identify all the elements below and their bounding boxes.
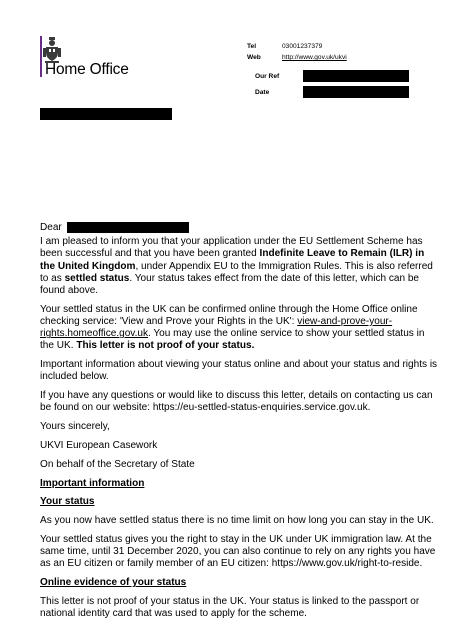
closing: Yours sincerely, — [40, 421, 110, 433]
paragraph-no-time-limit: As you now have settled status there is no time limit on how long you can stay in the UK. — [40, 515, 434, 527]
recipient-name-redaction — [67, 222, 189, 233]
paragraph-rights: Your settled status gives you the right to stay in the UK under UK immigration law. At the same time, until 31 December 2020, you can also continue to rely on any rights you have as an EU citizen or family member of an EU citizen: https://www.gov.uk/right-to-reside. — [40, 533, 436, 570]
p2-text-b: . You may use the online service to show your settled status in the UK. — [40, 328, 425, 352]
home-office-logo — [40, 36, 190, 86]
heading-online-evidence: Online evidence of your status — [40, 577, 187, 589]
web-label: Web — [247, 54, 261, 61]
p1-settled-bold: settled status — [64, 272, 130, 284]
tel-row — [247, 43, 387, 51]
heading-your-status: Your status — [40, 496, 95, 508]
paragraph-important-info: Important information about viewing your status online and about your status and rights is included below. — [40, 359, 438, 383]
ref-row — [255, 73, 295, 81]
paragraph-not-proof: This letter is not proof of your status in the UK. Your status is linked to the passport or national identity card that was used to apply for the scheme. — [40, 595, 420, 620]
salutation-line — [40, 222, 438, 234]
paragraph-grant — [40, 236, 438, 297]
org-name: Home Office — [45, 61, 129, 78]
signer: UKVI European Casework — [40, 440, 158, 451]
p1-text-e: . Your status takes effect from the date of this letter, which can be found above. — [40, 272, 420, 296]
date-label: Date — [255, 89, 270, 96]
letter-body — [40, 222, 438, 627]
date-row — [255, 89, 295, 97]
recipient-address-redaction — [40, 108, 172, 120]
salutation: Dear — [40, 222, 62, 233]
paragraph-questions: If you have any questions or would like to discuss this letter, details on contacting us can be found on our website: https://eu-settled-status-enquiries.service.gov.uk. — [40, 390, 433, 414]
tel-value: 03001237379 — [282, 43, 323, 50]
p1-text-a: I am pleased to inform you that your application under the EU Settlement Scheme has been successful and that you have been granted — [40, 236, 423, 260]
p2-text-a: Your settled status in the UK can be confirmed online through the Home Office online checking service: 'View and Prove your Rights in the UK': — [40, 303, 418, 327]
view-prove-rights-link[interactable]: view-and-prove-your-rights.homeoffice.gov.uk — [40, 316, 393, 340]
on-behalf: On behalf of the Secretary of State — [40, 458, 195, 470]
p1-text-c: , under Appendix EU to the Immigration Rules. This is also referred to as — [40, 260, 433, 284]
tel-label: Tel — [247, 43, 257, 50]
p1-ilr-bold: Indefinite Leave to Remain (ILR) in the United Kingdom — [40, 248, 425, 272]
p2-not-proof-bold: This letter is not proof of your status. — [76, 340, 255, 352]
paragraph-online-check — [40, 304, 438, 353]
date-redaction — [303, 86, 409, 98]
heading-important-information: Important information — [40, 477, 145, 489]
web-link[interactable]: http://www.gov.uk/ukvi — [282, 54, 347, 61]
ref-label: Our Ref — [255, 73, 280, 80]
web-row — [247, 54, 387, 62]
ref-redaction — [303, 70, 409, 82]
